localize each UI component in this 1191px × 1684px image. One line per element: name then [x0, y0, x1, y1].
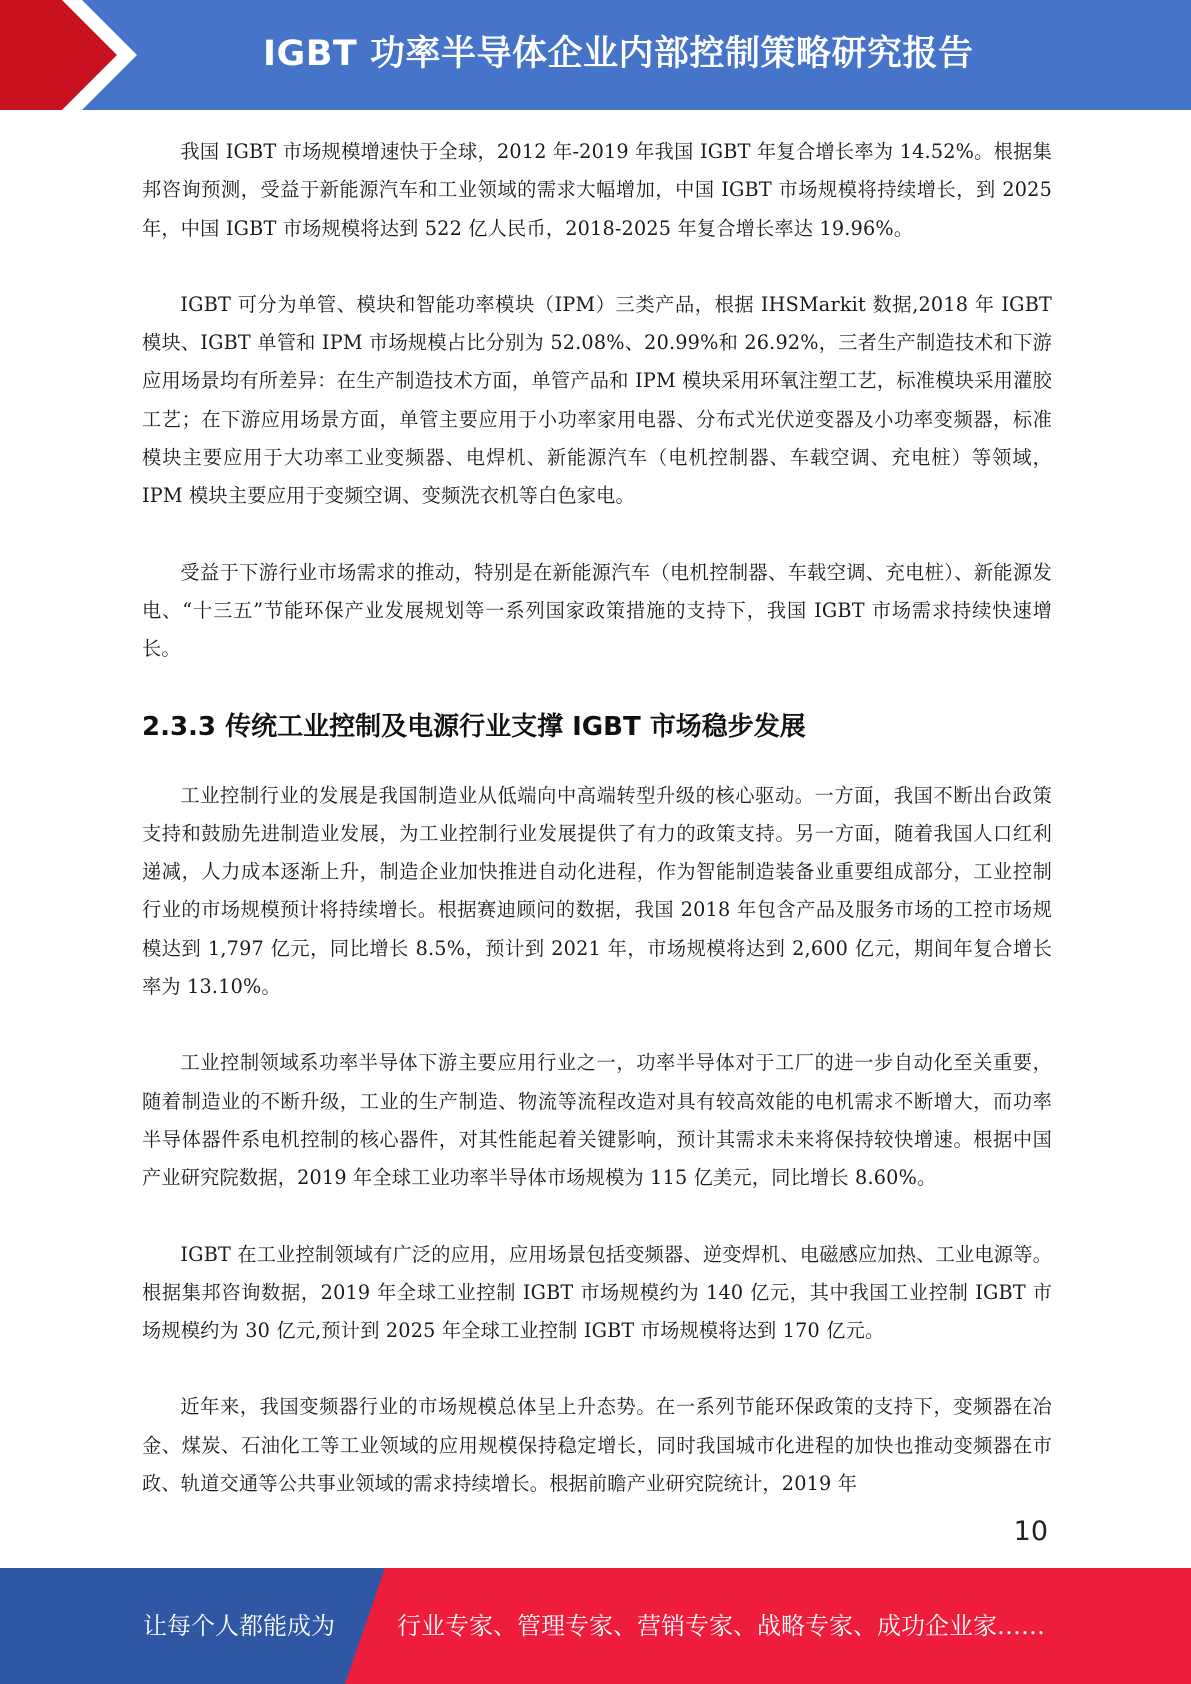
paragraph: 近年来，我国变频器行业的市场规模总体呈上升态势。在一系列节能环保政策的支持下，变频器在冶金、煤炭、石油化工等工业领域的应用规模保持稳定增长，同时我国城市化进程的加快也推动变频器在市政、轨道交通等公共事业领域的需求持续增长。根据前瞻产业研究院统计，2019 年	[142, 1395, 1052, 1496]
section-heading: 2.3.3 传统工业控制及电源行业支撑 IGBT 市场稳步发展	[142, 711, 806, 742]
footer-slogan-left: 让每个人都能成为	[143, 1612, 335, 1640]
footer-slogan-right: 行业专家、管理专家、营销专家、战略专家、成功企业家……	[397, 1612, 1045, 1640]
paragraph: 受益于下游行业市场需求的推动，特别是在新能源汽车（电机控制器、车载空调、充电桩）、新能源发电、“十三五”节能环保产业发展规划等一系列国家政策措施的支持下，我国 IGBT 市场需求持续快速增长。	[142, 560, 1052, 661]
paragraph: 工业控制行业的发展是我国制造业从低端向中高端转型升级的核心驱动。一方面，我国不断出台政策支持和鼓励先进制造业发展，为工业控制行业发展提供了有力的政策支持。另一方面，随着我国人口红利递减，人力成本逐渐上升，制造企业加快推进自动化进程，作为智能制造装备业重要组成部分，工业控制行业的市场规模预计将持续增长。根据赛迪顾问的数据，我国 2018 年包含产品及服务市场的工控市场规模达到 1,797 亿元，同比增长 8.5%，预计到 2021 年，市场规模将达到 2,600 亿元，期间年复合增长率为 13.10%。	[142, 783, 1052, 999]
page-footer	[0, 1568, 1191, 1684]
paragraph: 我国 IGBT 市场规模增速快于全球，2012 年-2019 年我国 IGBT 年复合增长率为 14.52%。根据集邦咨询预测，受益于新能源汽车和工业领域的需求大幅增加，中国 IGBT 市场规模将持续增长，到 2025 年，中国 IGBT 市场规模将达到 522 亿人民币，2018-2025 年复合增长率达 19.96%。	[142, 140, 1052, 240]
page-header	[0, 0, 1191, 110]
document-body	[142, 133, 1052, 1541]
page-number: 10	[1013, 1516, 1048, 1547]
paragraph: 工业控制领域系功率半导体下游主要应用行业之一，功率半导体对于工厂的进一步自动化至关重要，随着制造业的不断升级，工业的生产制造、物流等流程改造对具有较高效能的电机需求不断增大，而功率半导体器件系电机控制的核心器件，对其性能起着关键影响，预计其需求未来将保持较快增速。根据中国产业研究院数据，2019 年全球工业功率半导体市场规模为 115 亿美元，同比增长 8.60%。	[142, 1051, 1052, 1190]
paragraph: IGBT 可分为单管、模块和智能功率模块（IPM）三类产品，根据 IHSMarkit 数据,2018 年 IGBT 模块、IGBT 单管和 IPM 市场规模占比分别为 52.08%、20.99%和 26.92%，三者生产制造技术和下游应用场景均有所差异：在生产制造技术方面，单管产品和 IPM 模块采用环氧注塑工艺，标准模块采用灌胶工艺；在下游应用场景方面，单管主要应用于小功率家用电器、分布式光伏逆变器及小功率变频器，标准模块主要应用于大功率工业变频器、电焊机、新能源汽车（电机控制器、车载空调、充电桩）等领域，IPM 模块主要应用于变频空调、变频洗衣机等白色家电。	[142, 292, 1052, 508]
header-title: IGBT 功率半导体企业内部控制策略研究报告	[263, 34, 974, 74]
paragraph: IGBT 在工业控制领域有广泛的应用，应用场景包括变频器、逆变焊机、电磁感应加热、工业电源等。根据集邦咨询数据，2019 年全球工业控制 IGBT 市场规模约为 140 亿元，其中我国工业控制 IGBT 市场规模约为 30 亿元,预计到 2025 年全球工业控制 IGBT 市场规模将达到 170 亿元。	[142, 1242, 1052, 1343]
header-chevron-decoration	[0, 0, 160, 110]
